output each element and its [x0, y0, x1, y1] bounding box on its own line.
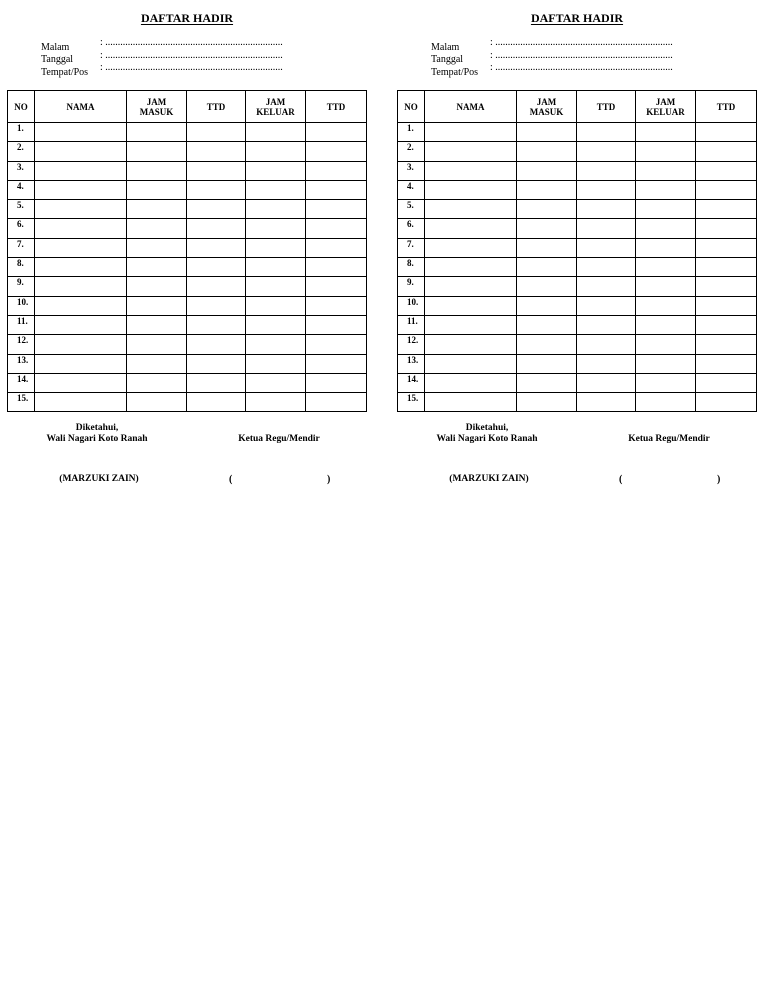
header-jam-keluar: JAM KELUAR	[636, 91, 696, 123]
cell-ttd-keluar[interactable]	[306, 393, 367, 412]
cell-jam-masuk[interactable]	[517, 296, 577, 315]
cell-ttd-keluar[interactable]	[696, 123, 757, 142]
cell-jam-keluar[interactable]	[636, 238, 696, 257]
cell-ttd-keluar[interactable]	[696, 277, 757, 296]
row-number: 7.	[8, 238, 35, 257]
known-by-block	[433, 423, 541, 445]
row-number: 12.	[398, 335, 425, 354]
cell-ttd-masuk[interactable]	[187, 238, 246, 257]
row-number: 2.	[398, 142, 425, 161]
attendance-form-right	[397, 0, 757, 500]
field-blank[interactable]: : .......................................................................	[100, 37, 283, 48]
table-row	[398, 258, 757, 277]
cell-ttd-keluar[interactable]	[306, 238, 367, 257]
table-row	[8, 335, 367, 354]
header-no: NO	[398, 91, 425, 123]
cell-ttd-masuk[interactable]	[577, 238, 636, 257]
table-row	[398, 123, 757, 142]
cell-jam-keluar[interactable]	[246, 200, 306, 219]
row-number: 3.	[398, 161, 425, 180]
row-number: 5.	[8, 200, 35, 219]
leader-name-close-paren: )	[717, 474, 721, 485]
leader-name-close-paren: )	[327, 474, 331, 485]
cell-nama[interactable]	[35, 373, 127, 392]
cell-jam-masuk[interactable]	[127, 219, 187, 238]
cell-nama[interactable]	[425, 219, 517, 238]
cell-nama[interactable]	[35, 277, 127, 296]
cell-jam-keluar[interactable]	[246, 219, 306, 238]
cell-jam-keluar[interactable]	[246, 238, 306, 257]
header-jam-masuk: JAM MASUK	[127, 91, 187, 123]
header-nama: NAMA	[35, 91, 127, 123]
cell-jam-keluar[interactable]	[636, 161, 696, 180]
known-by-label: Diketahui,	[465, 423, 509, 433]
field-tanggal	[41, 49, 288, 66]
cell-ttd-keluar[interactable]	[696, 335, 757, 354]
field-malam	[431, 37, 678, 53]
cell-ttd-masuk[interactable]	[187, 277, 246, 296]
cell-ttd-keluar[interactable]	[306, 354, 367, 373]
cell-ttd-keluar[interactable]	[306, 315, 367, 334]
header-ttd-keluar: TTD	[696, 91, 757, 123]
cell-ttd-keluar[interactable]	[696, 393, 757, 412]
cell-jam-keluar[interactable]	[636, 354, 696, 373]
known-by-block	[43, 423, 151, 445]
table-row	[8, 296, 367, 315]
table-row	[8, 393, 367, 412]
cell-ttd-keluar[interactable]	[696, 296, 757, 315]
field-label: Malam	[41, 41, 70, 53]
header-ttd-masuk: TTD	[187, 91, 246, 123]
table-row	[398, 238, 757, 257]
table-row	[8, 142, 367, 161]
row-number: 15.	[8, 393, 35, 412]
table-row	[398, 200, 757, 219]
cell-ttd-keluar[interactable]	[696, 315, 757, 334]
cell-jam-masuk[interactable]	[127, 335, 187, 354]
field-blank[interactable]: : .......................................................................	[100, 49, 283, 61]
row-number: 15.	[398, 393, 425, 412]
row-number: 11.	[398, 315, 425, 334]
cell-ttd-masuk[interactable]	[187, 393, 246, 412]
cell-ttd-masuk[interactable]	[187, 180, 246, 199]
cell-nama[interactable]	[35, 219, 127, 238]
table-row	[398, 315, 757, 334]
table-header-row	[8, 91, 367, 123]
cell-jam-masuk[interactable]	[127, 200, 187, 219]
cell-ttd-keluar[interactable]	[306, 296, 367, 315]
table-row	[398, 180, 757, 199]
cell-jam-keluar[interactable]	[636, 315, 696, 334]
row-number: 6.	[8, 219, 35, 238]
cell-jam-keluar[interactable]	[246, 161, 306, 180]
known-by-name: (MARZUKI ZAIN)	[59, 474, 139, 484]
known-by-name: (MARZUKI ZAIN)	[449, 474, 529, 484]
cell-nama[interactable]	[35, 180, 127, 199]
cell-ttd-masuk[interactable]	[187, 373, 246, 392]
cell-jam-keluar[interactable]	[636, 277, 696, 296]
field-malam	[41, 37, 288, 53]
cell-jam-keluar[interactable]	[246, 296, 306, 315]
cell-nama[interactable]	[425, 277, 517, 296]
cell-jam-masuk[interactable]	[127, 180, 187, 199]
cell-jam-masuk[interactable]	[127, 258, 187, 277]
cell-ttd-masuk[interactable]	[577, 142, 636, 161]
cell-jam-masuk[interactable]	[517, 315, 577, 334]
cell-nama[interactable]	[425, 393, 517, 412]
form-title: DAFTAR HADIR	[140, 11, 234, 25]
leader-title: Ketua Regu/Mendir	[238, 434, 320, 444]
cell-jam-masuk[interactable]	[127, 277, 187, 296]
cell-ttd-keluar[interactable]	[696, 238, 757, 257]
table-row	[8, 373, 367, 392]
cell-jam-masuk[interactable]	[127, 393, 187, 412]
row-number: 10.	[8, 296, 35, 315]
table-row	[398, 161, 757, 180]
row-number: 13.	[398, 354, 425, 373]
table-row	[398, 335, 757, 354]
row-number: 8.	[8, 258, 35, 277]
cell-ttd-keluar[interactable]	[306, 335, 367, 354]
cell-nama[interactable]	[35, 200, 127, 219]
table-row	[8, 161, 367, 180]
table-row	[398, 142, 757, 161]
cell-ttd-masuk[interactable]	[187, 354, 246, 373]
table-row	[8, 238, 367, 257]
row-number: 6.	[398, 219, 425, 238]
table-row	[398, 296, 757, 315]
cell-ttd-masuk[interactable]	[577, 123, 636, 142]
cell-jam-keluar[interactable]	[636, 393, 696, 412]
cell-jam-masuk[interactable]	[517, 123, 577, 142]
cell-jam-keluar[interactable]	[246, 393, 306, 412]
cell-nama[interactable]	[425, 142, 517, 161]
row-number: 7.	[398, 238, 425, 257]
cell-ttd-masuk[interactable]	[187, 258, 246, 277]
cell-jam-masuk[interactable]	[517, 219, 577, 238]
cell-jam-masuk[interactable]	[127, 315, 187, 334]
cell-ttd-keluar[interactable]	[306, 277, 367, 296]
cell-jam-masuk[interactable]	[127, 296, 187, 315]
table-row	[398, 393, 757, 412]
attendance-table	[397, 90, 757, 412]
cell-nama[interactable]	[425, 335, 517, 354]
cell-ttd-masuk[interactable]	[187, 296, 246, 315]
cell-ttd-masuk[interactable]	[577, 258, 636, 277]
field-blank[interactable]: : .......................................................................	[490, 37, 673, 48]
table-row	[8, 315, 367, 334]
cell-jam-keluar[interactable]	[246, 142, 306, 161]
attendance-form-left	[7, 0, 367, 500]
cell-ttd-keluar[interactable]	[696, 180, 757, 199]
row-number: 14.	[8, 373, 35, 392]
cell-jam-keluar[interactable]	[246, 373, 306, 392]
cell-jam-keluar[interactable]	[636, 219, 696, 238]
table-row	[8, 180, 367, 199]
cell-ttd-keluar[interactable]	[696, 142, 757, 161]
form-fields	[431, 37, 678, 79]
field-label: Malam	[431, 41, 460, 53]
cell-jam-masuk[interactable]	[127, 161, 187, 180]
header-ttd-keluar: TTD	[306, 91, 367, 123]
known-by-title: Wali Nagari Koto Ranah	[46, 434, 148, 444]
cell-ttd-keluar[interactable]	[696, 219, 757, 238]
table-header-row	[398, 91, 757, 123]
field-label: Tempat/Pos	[431, 67, 479, 79]
cell-jam-masuk[interactable]	[517, 354, 577, 373]
cell-ttd-keluar[interactable]	[696, 161, 757, 180]
cell-nama[interactable]	[35, 335, 127, 354]
row-number: 10.	[398, 296, 425, 315]
cell-nama[interactable]	[35, 238, 127, 257]
cell-jam-keluar[interactable]	[636, 180, 696, 199]
cell-nama[interactable]	[425, 354, 517, 373]
leader-name-open-paren: (	[229, 474, 233, 485]
attendance-table	[7, 90, 367, 412]
cell-nama[interactable]	[425, 315, 517, 334]
header-ttd-masuk: TTD	[577, 91, 636, 123]
row-number: 3.	[8, 161, 35, 180]
cell-nama[interactable]	[35, 258, 127, 277]
cell-nama[interactable]	[425, 123, 517, 142]
cell-ttd-keluar[interactable]	[306, 258, 367, 277]
row-number: 4.	[398, 180, 425, 199]
cell-ttd-keluar[interactable]	[306, 142, 367, 161]
cell-ttd-masuk[interactable]	[577, 393, 636, 412]
cell-nama[interactable]	[425, 180, 517, 199]
cell-ttd-keluar[interactable]	[696, 354, 757, 373]
field-tempat-pos	[41, 62, 288, 79]
table-row	[8, 200, 367, 219]
cell-ttd-keluar[interactable]	[696, 373, 757, 392]
row-number: 12.	[8, 335, 35, 354]
cell-jam-masuk[interactable]	[127, 373, 187, 392]
cell-nama[interactable]	[35, 161, 127, 180]
table-row	[8, 277, 367, 296]
cell-ttd-keluar[interactable]	[306, 200, 367, 219]
row-number: 9.	[8, 277, 35, 296]
row-number: 1.	[8, 123, 35, 142]
cell-jam-masuk[interactable]	[517, 277, 577, 296]
table-row	[8, 258, 367, 277]
cell-ttd-masuk[interactable]	[577, 335, 636, 354]
cell-jam-masuk[interactable]	[127, 142, 187, 161]
leader-title: Ketua Regu/Mendir	[628, 434, 710, 444]
header-jam-masuk: JAM MASUK	[517, 91, 577, 123]
cell-nama[interactable]	[425, 258, 517, 277]
cell-ttd-masuk[interactable]	[577, 354, 636, 373]
cell-jam-masuk[interactable]	[127, 123, 187, 142]
cell-jam-keluar[interactable]	[246, 277, 306, 296]
field-blank[interactable]: : .......................................................................	[100, 62, 283, 74]
row-number: 9.	[398, 277, 425, 296]
row-number: 1.	[398, 123, 425, 142]
table-row	[398, 219, 757, 238]
cell-ttd-masuk[interactable]	[577, 277, 636, 296]
cell-nama[interactable]	[35, 296, 127, 315]
cell-nama[interactable]	[425, 200, 517, 219]
cell-ttd-masuk[interactable]	[577, 200, 636, 219]
cell-nama[interactable]	[425, 373, 517, 392]
cell-jam-keluar[interactable]	[246, 180, 306, 199]
leader-name-open-paren: (	[619, 474, 623, 485]
known-by-title: Wali Nagari Koto Ranah	[436, 434, 538, 444]
cell-jam-masuk[interactable]	[517, 258, 577, 277]
cell-ttd-masuk[interactable]	[577, 373, 636, 392]
form-title: DAFTAR HADIR	[530, 11, 624, 25]
cell-nama[interactable]	[35, 123, 127, 142]
cell-ttd-keluar[interactable]	[306, 123, 367, 142]
row-number: 13.	[8, 354, 35, 373]
table-row	[398, 373, 757, 392]
cell-ttd-masuk[interactable]	[187, 123, 246, 142]
field-blank[interactable]: : .......................................................................	[490, 49, 673, 61]
cell-ttd-keluar[interactable]	[306, 373, 367, 392]
cell-ttd-keluar[interactable]	[696, 258, 757, 277]
cell-ttd-masuk[interactable]	[187, 161, 246, 180]
field-tanggal	[431, 49, 678, 66]
cell-jam-keluar[interactable]	[246, 335, 306, 354]
cell-ttd-masuk[interactable]	[577, 296, 636, 315]
table-row	[398, 354, 757, 373]
cell-jam-masuk[interactable]	[517, 335, 577, 354]
cell-jam-keluar[interactable]	[636, 200, 696, 219]
header-jam-keluar: JAM KELUAR	[246, 91, 306, 123]
row-number: 8.	[398, 258, 425, 277]
cell-jam-masuk[interactable]	[517, 161, 577, 180]
cell-ttd-keluar[interactable]	[696, 200, 757, 219]
table-row	[398, 277, 757, 296]
cell-jam-keluar[interactable]	[636, 335, 696, 354]
row-number: 5.	[398, 200, 425, 219]
cell-jam-keluar[interactable]	[636, 142, 696, 161]
cell-ttd-keluar[interactable]	[306, 180, 367, 199]
cell-ttd-masuk[interactable]	[577, 219, 636, 238]
cell-jam-masuk[interactable]	[127, 354, 187, 373]
cell-ttd-masuk[interactable]	[187, 142, 246, 161]
cell-nama[interactable]	[35, 393, 127, 412]
table-row	[8, 219, 367, 238]
cell-jam-keluar[interactable]	[246, 123, 306, 142]
cell-jam-masuk[interactable]	[517, 142, 577, 161]
cell-jam-keluar[interactable]	[246, 354, 306, 373]
cell-jam-keluar[interactable]	[246, 315, 306, 334]
cell-nama[interactable]	[35, 142, 127, 161]
row-number: 14.	[398, 373, 425, 392]
cell-jam-keluar[interactable]	[636, 373, 696, 392]
field-blank[interactable]: : .......................................................................	[490, 62, 673, 74]
cell-jam-keluar[interactable]	[246, 258, 306, 277]
field-label: Tempat/Pos	[41, 67, 89, 79]
cell-ttd-masuk[interactable]	[187, 335, 246, 354]
cell-nama[interactable]	[425, 161, 517, 180]
known-by-label: Diketahui,	[75, 423, 119, 433]
cell-jam-masuk[interactable]	[517, 373, 577, 392]
cell-nama[interactable]	[35, 354, 127, 373]
row-number: 4.	[8, 180, 35, 199]
row-number: 2.	[8, 142, 35, 161]
header-no: NO	[8, 91, 35, 123]
cell-nama[interactable]	[425, 296, 517, 315]
cell-jam-masuk[interactable]	[517, 393, 577, 412]
cell-jam-masuk[interactable]	[517, 180, 577, 199]
form-fields	[41, 37, 288, 79]
cell-nama[interactable]	[425, 238, 517, 257]
field-tempat-pos	[431, 62, 678, 79]
cell-jam-masuk[interactable]	[517, 200, 577, 219]
cell-jam-keluar[interactable]	[636, 258, 696, 277]
row-number: 11.	[8, 315, 35, 334]
cell-ttd-keluar[interactable]	[306, 161, 367, 180]
cell-jam-keluar[interactable]	[636, 123, 696, 142]
table-row	[8, 354, 367, 373]
table-row	[8, 123, 367, 142]
cell-ttd-masuk[interactable]	[187, 219, 246, 238]
header-nama: NAMA	[425, 91, 517, 123]
field-label: Tanggal	[431, 54, 464, 66]
cell-ttd-masuk[interactable]	[187, 200, 246, 219]
cell-nama[interactable]	[35, 315, 127, 334]
cell-jam-masuk[interactable]	[127, 238, 187, 257]
cell-jam-keluar[interactable]	[636, 296, 696, 315]
cell-ttd-masuk[interactable]	[577, 161, 636, 180]
cell-jam-masuk[interactable]	[517, 238, 577, 257]
cell-ttd-keluar[interactable]	[306, 219, 367, 238]
field-label: Tanggal	[41, 54, 74, 66]
cell-ttd-masuk[interactable]	[577, 180, 636, 199]
cell-ttd-masuk[interactable]	[577, 315, 636, 334]
cell-ttd-masuk[interactable]	[187, 315, 246, 334]
